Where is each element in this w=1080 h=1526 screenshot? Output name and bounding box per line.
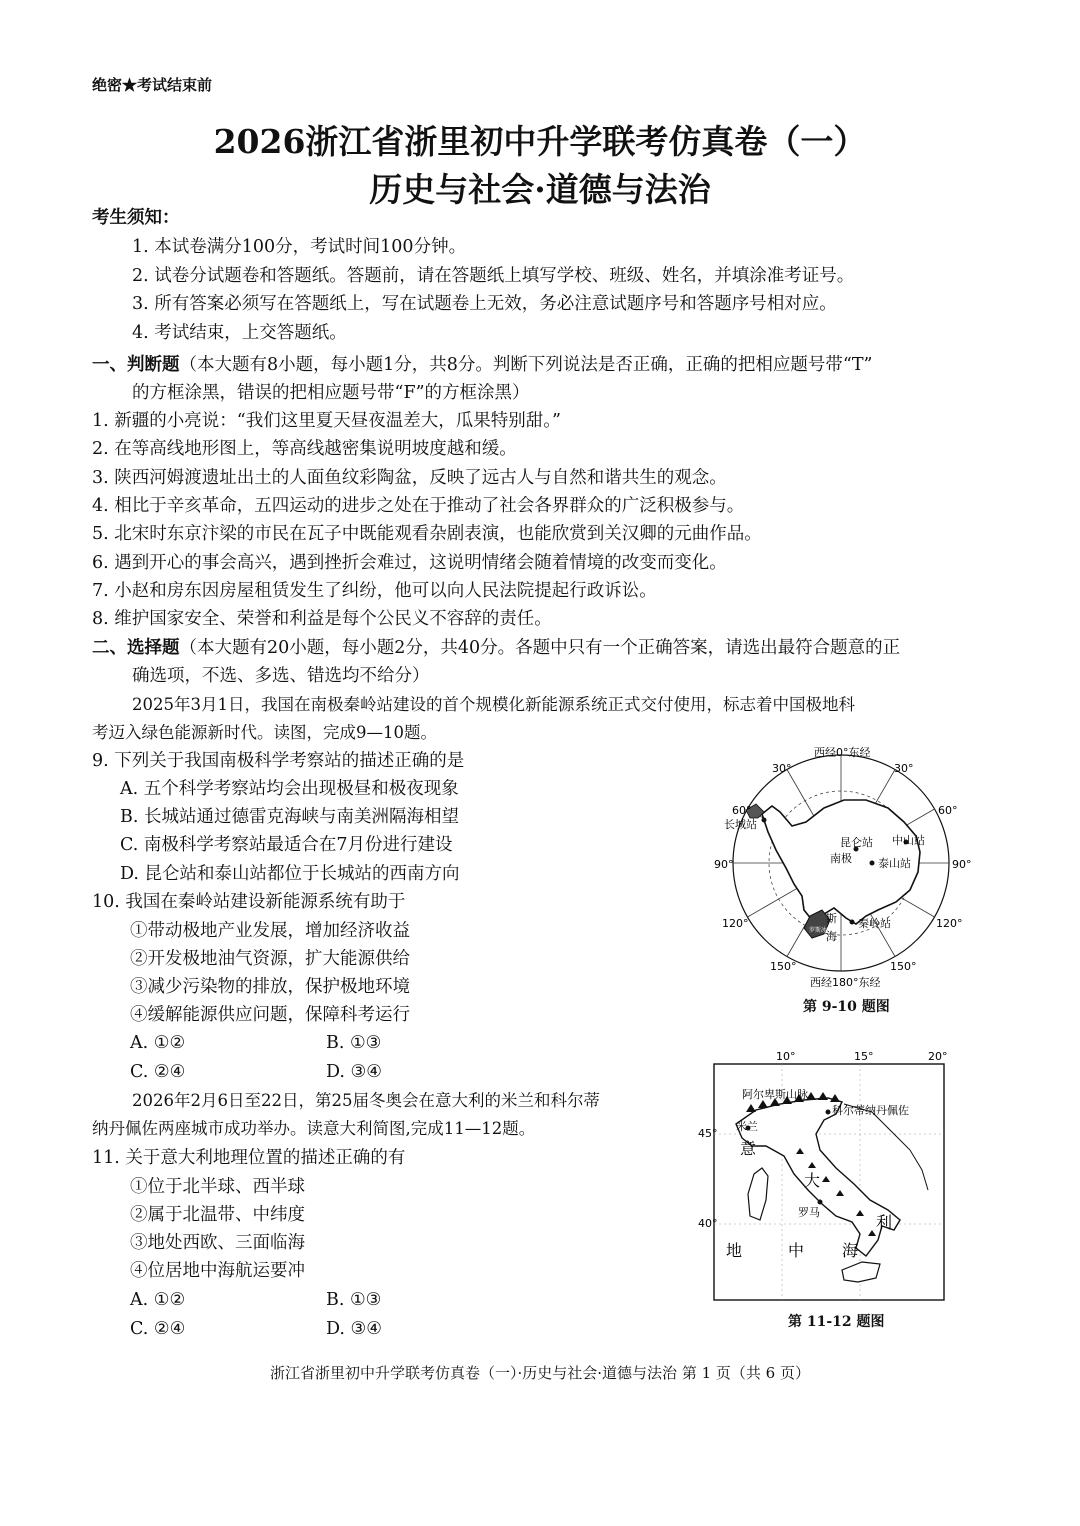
notice-item: 3. 所有答案必须写在答题纸上，写在试题卷上无效，务必注意试题序号和答题序号相对应。: [132, 294, 837, 314]
notice-item: 4. 考试结束，上交答题纸。: [132, 323, 347, 343]
map1-top-label: 西经0°东经: [814, 746, 871, 759]
lat-label: 40°: [698, 1217, 718, 1230]
question-10-statement: ④缓解能源供应问题，保障科考运行: [130, 1005, 410, 1025]
material-intro: 纳丹佩佐两座城市成功举办。读意大利简图,完成11—12题。: [92, 1119, 536, 1138]
question-11-option-a: A. ①②: [130, 1290, 186, 1310]
judge-item: 1. 新疆的小亮说：“我们这里夏天昼夜温差大，瓜果特别甜。”: [92, 411, 561, 431]
notice-item: 2. 试卷分试题卷和答题纸。答题前，请在答题纸上填写学校、班级、姓名，并填涂准考证号。: [132, 266, 855, 286]
deg-label: 60°: [732, 804, 752, 817]
south-pole-label: 南极: [830, 852, 852, 865]
notice-heading: 考生须知：: [92, 208, 180, 228]
sea-char: 斯: [826, 912, 837, 925]
section1-header: [92, 351, 872, 379]
question-11-option-b: B. ①③: [326, 1290, 382, 1310]
question-9-option: D. 昆仑站和泰山站都位于长城站的西南方向: [120, 864, 460, 884]
question-11-statement: ①位于北半球、西半球: [130, 1177, 305, 1197]
deg-label: 120°: [936, 917, 963, 930]
station-zhongshan: 中山站: [892, 834, 925, 847]
section2-heading: 二、选择题: [92, 638, 180, 658]
question-10-option-a: A. ①②: [130, 1033, 186, 1053]
exam-title: 2026浙江省浙里初中升学联考仿真卷（一）: [213, 122, 867, 161]
question-11-statement: ④位居地中海航运要冲: [130, 1261, 305, 1281]
judge-item: 3. 陕西河姆渡遗址出土的人面鱼纹彩陶盆，反映了远古人与自然和谐共生的观念。: [92, 468, 727, 488]
lat-label: 45°: [698, 1127, 718, 1140]
judge-item: 5. 北宋时东京汴梁的市民在瓦子中既能观看杂剧表演，也能欣赏到关汉卿的元曲作品。: [92, 524, 762, 544]
deg-label: 60°: [938, 804, 958, 817]
judge-item: 8. 维护国家安全、荣誉和利益是每个公民义不容辞的责任。: [92, 609, 552, 629]
judge-item: 6. 遇到开心的事会高兴，遇到挫折会难过，这说明情绪会随着情境的改变而变化。: [92, 553, 727, 573]
material-intro: 2025年3月1日，我国在南极秦岭站建设的首个规模化新能源系统正式交付使用，标志着中国极地科: [132, 695, 855, 714]
station-kunlun: 昆仑站: [840, 836, 873, 849]
question-9-stem: 9. 下列关于我国南极科学考察站的描述正确的是: [92, 751, 465, 771]
section1-heading: 一、判断题: [92, 355, 180, 375]
question-10-option-c: C. ②④: [130, 1062, 186, 1082]
question-11-stem: 11. 关于意大利地理位置的描述正确的有: [92, 1148, 406, 1168]
lon-label: 20°: [928, 1050, 948, 1063]
country-char: 意: [740, 1139, 757, 1158]
judge-item: 4. 相比于辛亥革命，五四运动的进步之处在于推动了社会各界群众的广泛积极参与。: [92, 496, 745, 516]
station-changcheng: 长城站: [724, 818, 757, 831]
deg-label: 90°: [714, 858, 734, 871]
lon-label: 10°: [776, 1050, 796, 1063]
question-11-statement: ②属于北温带、中纬度: [130, 1205, 305, 1225]
sea-char: 海: [826, 930, 837, 943]
rome-label: 罗马: [798, 1206, 820, 1219]
judge-item: 2. 在等高线地形图上，等高线越密集说明坡度越和缓。: [92, 439, 517, 459]
sea-char: 中: [788, 1241, 805, 1260]
section2-desc-cont: 确选项，不选、多选、错选均不给分）: [132, 666, 430, 686]
deg-label: 90°: [952, 858, 972, 871]
question-9-option: B. 长城站通过德雷克海峡与南美洲隔海相望: [120, 807, 459, 827]
question-10-statement: ③减少污染物的排放，保护极地环境: [130, 977, 410, 997]
secret-label: 绝密★考试结束前: [92, 76, 213, 94]
ross-ice-shelf-label: 罗斯冰架: [809, 927, 834, 934]
question-10-statement: ①带动极地产业发展，增加经济收益: [130, 921, 410, 941]
cortina-label: 科尔蒂纳丹佩佐: [832, 1104, 909, 1117]
question-10-stem: 10. 我国在秦岭站建设新能源系统有助于: [92, 892, 406, 912]
question-10-option-d: D. ③④: [326, 1062, 382, 1082]
map1-caption: 第 9-10 题图: [803, 999, 890, 1015]
question-10-statement: ②开发极地油气资源，扩大能源供给: [130, 949, 410, 969]
material-intro: 2026年2月6日至22日，第25届冬奥会在意大利的米兰和科尔蒂: [132, 1091, 600, 1110]
deg-label: 30°: [894, 762, 914, 775]
map2-caption: 第 11-12 题图: [788, 1314, 885, 1330]
question-11-option-d: D. ③④: [326, 1319, 382, 1339]
question-9-option: A. 五个科学考察站均会出现极昼和极夜现象: [120, 779, 459, 799]
alps-label: 阿尔卑斯山脉: [742, 1088, 808, 1101]
sea-char: 地: [726, 1241, 743, 1260]
section1-desc: （本大题有8小题，每小题1分，共8分。判断下列说法是否正确，正确的把相应题号带“T”: [179, 355, 873, 375]
deg-label: 30°: [772, 762, 792, 775]
exam-subtitle: 历史与社会·道德与法治: [369, 170, 711, 209]
deg-label: 150°: [890, 960, 917, 973]
station-qinling: 秦岭站: [858, 917, 891, 930]
judge-item: 7. 小赵和房东因房屋租赁发生了纠纷，他可以向人民法院提起行政诉讼。: [92, 581, 657, 601]
lon-label: 15°: [854, 1050, 874, 1063]
question-11-statement: ③地处西欧、三面临海: [130, 1233, 305, 1253]
question-10-option-b: B. ①③: [326, 1033, 382, 1053]
section1-desc-cont: 的方框涂黑，错误的把相应题号带“F”的方框涂黑）: [132, 383, 530, 403]
country-char: 大: [804, 1171, 821, 1190]
question-11-option-c: C. ②④: [130, 1319, 186, 1339]
page-footer: 浙江省浙里初中升学联考仿真卷（一）·历史与社会·道德与法治 第 1 页（共 6 页）: [270, 1364, 810, 1382]
antarctica-map: [706, 742, 976, 990]
italy-map: [696, 1050, 958, 1306]
map1-bottom-label: 西经180°东经: [810, 976, 881, 989]
notice-item: 1. 本试卷满分100分，考试时间100分钟。: [132, 237, 467, 257]
deg-label: 120°: [722, 917, 749, 930]
section2-desc: （本大题有20小题，每小题2分，共40分。各题中只有一个正确答案，请选出最符合题意的正: [179, 638, 901, 658]
country-char: 利: [876, 1213, 893, 1232]
question-9-option: C. 南极科学考察站最适合在7月份进行建设: [120, 835, 453, 855]
milan-label: 米兰: [736, 1120, 758, 1133]
deg-label: 150°: [770, 960, 797, 973]
station-taishan: 泰山站: [878, 857, 911, 870]
section2-header: [92, 634, 900, 662]
sea-char: 海: [842, 1241, 859, 1260]
material-intro: 考迈入绿色能源新时代。读图，完成9—10题。: [92, 723, 437, 742]
